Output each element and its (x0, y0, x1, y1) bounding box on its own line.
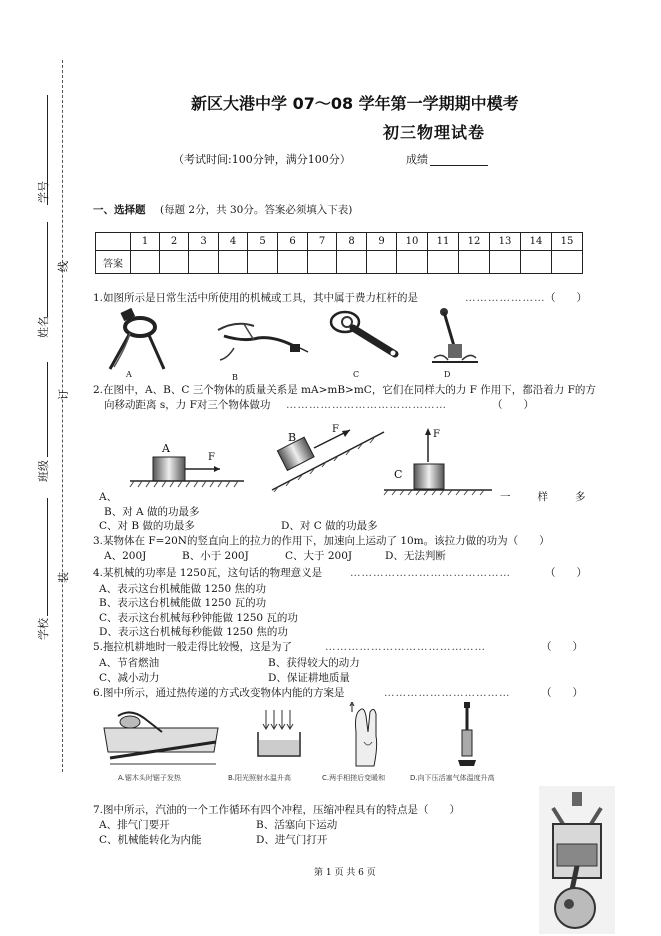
school-line (47, 498, 48, 616)
question-6-bracket: （ ） (541, 687, 583, 699)
label-force-a: F (208, 452, 215, 463)
table-number: 2 (160, 233, 189, 251)
q5-option-c: C、减小动力 (99, 672, 160, 684)
section-heading: 一、选择题 (93, 204, 146, 216)
answer-cell[interactable] (490, 251, 521, 274)
answer-cell[interactable] (397, 251, 428, 274)
answer-cell[interactable] (189, 251, 219, 274)
q6-caption-c: C.两手相搓后变暖和 (322, 774, 386, 782)
rubbing-hands-figure (340, 702, 390, 768)
q3-option-a: A、200J (104, 550, 147, 562)
label-line: 线 (57, 261, 70, 272)
label-zhuang: 装 (57, 572, 70, 583)
q7-option-a: A、排气门要开 (99, 819, 170, 831)
question-1-bracket: （ ） (545, 292, 587, 304)
exam-info: （考试时间:100分钟，满分100分） (173, 153, 351, 166)
answer-cell[interactable] (521, 251, 552, 274)
label-block-c: C (394, 468, 403, 481)
binding-margin (0, 0, 80, 936)
label-school: 学校 (37, 618, 50, 640)
question-3-text: 3.某物体在 F=20N的竖直向上的拉力的作用下，加速向上运动了 10m。该拉力做的功为（ ） (93, 535, 550, 547)
q7-option-b: B、活塞向下运动 (256, 819, 338, 831)
table-number: 7 (308, 233, 337, 251)
answer-cell[interactable] (552, 251, 583, 274)
name-line (47, 222, 48, 317)
question-7-text: 7.图中所示，汽油的一个工作循环有四个冲程，压缩冲程具有的特点是（ ） (93, 804, 461, 816)
score-label: 成绩 (406, 153, 428, 166)
sunlight-water-figure (248, 708, 308, 764)
score-blank[interactable] (430, 165, 488, 166)
q2-option-b: B、对 A 做的功最多 (104, 506, 200, 518)
label-force-b: F (332, 424, 339, 435)
pliers-figure (100, 307, 180, 373)
answer-cell[interactable] (219, 251, 248, 274)
q6-caption-d: D.向下压活塞气体温度升高 (410, 774, 495, 782)
question-4-bracket: （ ） (545, 567, 587, 579)
q7-option-c: C、机械能转化为内能 (99, 834, 202, 846)
question-6-dots: …………………………… (384, 687, 511, 699)
q6-caption-a: A.锯木头时锯子发热 (118, 774, 181, 782)
question-2-line2: 向移动距离 s，力 F对三个物体做功 (104, 399, 271, 411)
answer-cell[interactable] (131, 251, 160, 274)
q6-caption-b: B.阳光照射水温升高 (228, 774, 292, 782)
table-number: 5 (248, 233, 278, 251)
label-block-b: B (288, 431, 297, 444)
class-line (47, 362, 48, 457)
table-number: 12 (459, 233, 490, 251)
answer-cell[interactable] (278, 251, 308, 274)
q5-option-d: D、保证耕地质量 (268, 672, 350, 684)
answer-cell[interactable] (337, 251, 367, 274)
q5-option-b: B、获得较大的动力 (268, 657, 360, 669)
q1-label-a: A (126, 370, 132, 379)
question-4-dots: …………………………………… (350, 567, 511, 579)
q2-option-c: C、对 B 做的功最多 (99, 520, 195, 532)
label-force-c: F (433, 429, 440, 440)
table-number: 3 (189, 233, 219, 251)
table-number: 10 (397, 233, 428, 251)
answer-cell[interactable] (308, 251, 337, 274)
question-5-bracket: （ ） (541, 641, 583, 653)
table-number: 4 (219, 233, 248, 251)
section-note: (每题 2分，共 30分。答案必须填入下表) (160, 204, 353, 216)
table-corner-cell (96, 233, 131, 251)
table-number: 1 (131, 233, 160, 251)
q1-label-c: C (353, 370, 360, 379)
answer-cell[interactable] (428, 251, 459, 274)
page-title: 新区大港中学 07～08 学年第一学期期中模考 (191, 94, 519, 113)
pump-lever-figure (430, 306, 480, 366)
question-2-dots: …………………………………… (286, 399, 447, 411)
table-number: 9 (367, 233, 397, 251)
q3-option-d: D、无法判断 (385, 550, 446, 562)
answer-cell[interactable] (160, 251, 189, 274)
q4-option-d: D、表示这台机械每秒能做 1250 焦的功 (99, 626, 288, 638)
question-4-text: 4.某机械的功率是 1250瓦，这句话的物理意义是 (93, 567, 323, 579)
tweezers-figure (214, 308, 310, 366)
table-number: 14 (521, 233, 552, 251)
answer-cell[interactable] (248, 251, 278, 274)
q1-label-d: D (444, 370, 451, 379)
piston-pump-figure (452, 702, 482, 770)
table-number: 6 (278, 233, 308, 251)
table-number: 8 (337, 233, 367, 251)
bottle-opener-figure (325, 306, 405, 362)
q2-option-a-tail: 一 样 多 (500, 491, 588, 503)
q4-option-c: C、表示这台机械每秒钟能做 1250 瓦的功 (99, 612, 298, 624)
question-2-bracket: （ ） (492, 399, 534, 411)
question-6-text: 6.图中所示，通过热传递的方式改变物体内能的方案是 (93, 687, 345, 699)
table-number: 15 (552, 233, 583, 251)
question-5-text: 5.拖拉机耕地时一般走得比较慢，这是为了 (93, 641, 293, 653)
q4-option-b: B、表示这台机械能做 1250 瓦的功 (99, 597, 267, 609)
answer-cell[interactable] (367, 251, 397, 274)
q3-option-c: C、大于 200J (285, 550, 353, 562)
engine-cylinder-figure (539, 786, 615, 934)
q1-label-b: B (232, 373, 238, 382)
q2-option-a: A、 (99, 491, 118, 503)
label-name: 姓名 (37, 316, 50, 338)
table-row-label: 答案 (96, 251, 131, 274)
q5-option-a: A、节省燃油 (99, 657, 160, 669)
q3-option-b: B、小于 200J (182, 550, 249, 562)
label-block-a: A (162, 442, 170, 455)
q4-option-a: A、表示这台机械能做 1250 焦的功 (99, 583, 266, 595)
label-class: 班级 (37, 460, 50, 482)
q7-option-d: D、进气门打开 (256, 834, 328, 846)
label-ding: 订 (57, 389, 70, 400)
question-1-dots: ………………… (465, 292, 546, 304)
table-number: 11 (428, 233, 459, 251)
page-subtitle: 初三物理试卷 (383, 123, 486, 142)
question-5-dots: …………………………………… (325, 641, 486, 653)
question-1-text: 1.如图所示是日常生活中所使用的机械或工具，其中属于费力杠杆的是 (93, 292, 419, 304)
answer-table (95, 232, 583, 274)
answer-cell[interactable] (459, 251, 490, 274)
table-number: 13 (490, 233, 521, 251)
block-b-figure (268, 420, 388, 492)
label-student-id: 学号 (37, 181, 50, 203)
binding-dashed-line (62, 60, 63, 772)
q2-option-d: D、对 C 做的功最多 (281, 520, 378, 532)
saw-wood-figure (100, 708, 220, 772)
question-2-line1: 2.在图中，A、B、C 三个物体的质量关系是 mA>mB>mC，它们在同样大的力 F 作用下，都沿着力 F的方 (93, 384, 596, 396)
block-a-figure (128, 440, 248, 492)
page-number: 第 1 页 共 6 页 (314, 868, 376, 878)
